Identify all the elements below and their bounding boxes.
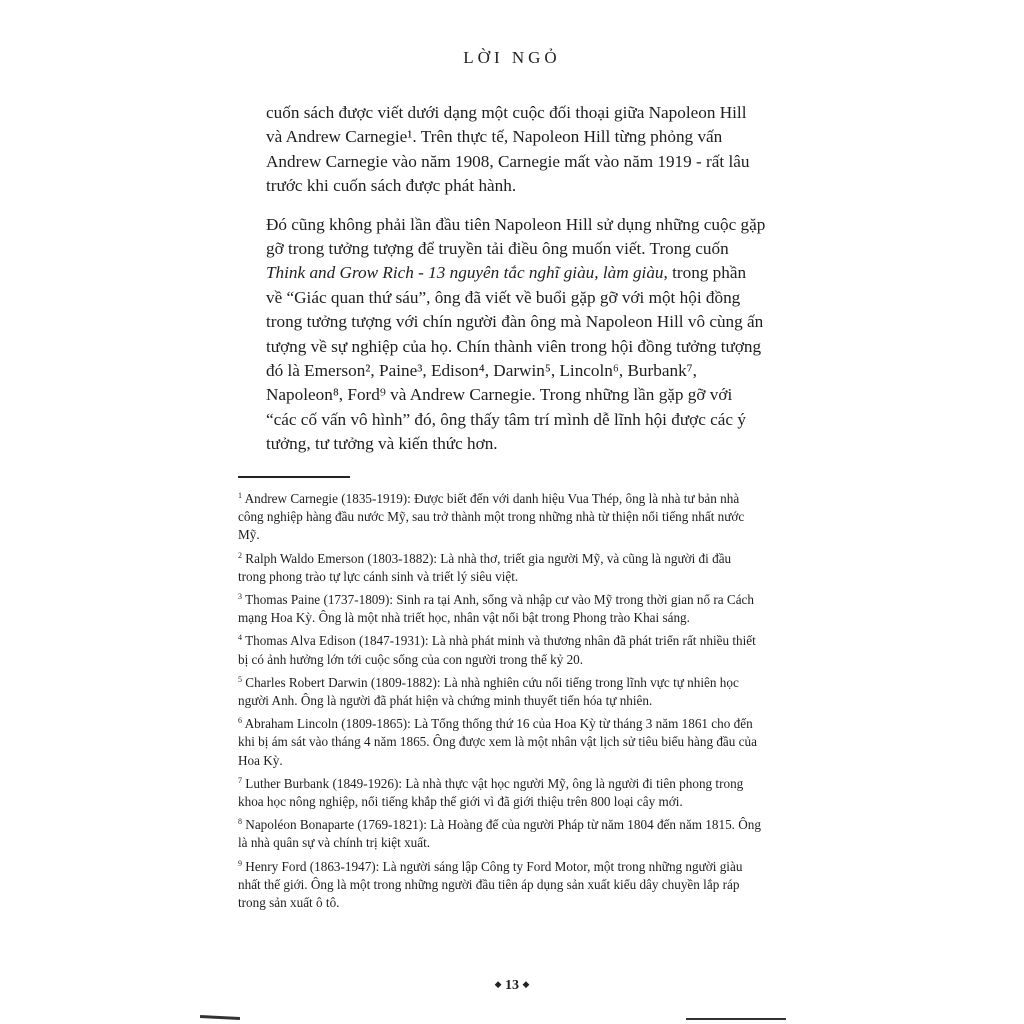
footnote-number: 1	[238, 491, 242, 500]
diamond-ornament-icon: ◆	[522, 979, 530, 989]
footnote	[238, 632, 762, 668]
footnote	[238, 591, 762, 627]
footnote	[238, 674, 762, 710]
footnote-number: 8	[238, 817, 242, 827]
footnote-text: Napoléon Bonaparte (1769-1821): Là Hoàng đế của người Pháp từ năm 1804 đến năm 1815. Ông là nhà quân sự và chính trị kiệt xuất.	[238, 817, 761, 851]
footnote-text: Luther Burbank (1849-1926): Là nhà thực vật học người Mỹ, ông là người đi tiên phong trong khoa học nông nghiệp, nổi tiếng khắp thế giới vì đã giới thiệu trên 800 loại cây mới.	[238, 775, 744, 810]
diamond-ornament-icon: ◆	[494, 979, 502, 989]
footnote-text: Andrew Carnegie (1835-1919): Được biết đến với danh hiệu Vua Thép, ông là nhà tư bản nhà công nghiệp hàng đầu nước Mỹ, sau trở thành một trong những nhà từ thiện nổi tiếng nhất nước Mỹ.	[238, 491, 745, 543]
footnote-text: Thomas Alva Edison (1847-1931): Là nhà phát minh và thương nhân đã phát triển rất nhiều thiết bị có ảnh hưởng lớn tới cuộc sống của con người trong thế kỷ 20.	[238, 633, 756, 667]
footnote-separator	[238, 476, 350, 478]
footnote	[238, 816, 762, 852]
paragraph-2	[266, 213, 766, 457]
book-title-italic: Think and Grow Rich - 13 nguyên tắc nghĩ giàu, làm giàu,	[266, 263, 668, 283]
footnote	[238, 858, 762, 913]
footnote-text: Henry Ford (1863-1947): Là người sáng lập Công ty Ford Motor, một trong những người giàu nhất thế giới. Ông là một trong những người đầu tiên áp dụng sản xuất kiểu dây chuyền lắp ráp trong sản xuất ô tô.	[238, 858, 743, 911]
footnote	[238, 775, 762, 811]
footnote	[238, 550, 762, 586]
footnote-text: Thomas Paine (1737-1809): Sinh ra tại Anh, sống và nhập cư vào Mỹ trong thời gian nổ ra Cách mạng Hoa Kỳ. Ông là một nhà triết học, nhân vật nổi bật trong Phong trào Khai sáng.	[238, 592, 754, 626]
footnote-text: Ralph Waldo Emerson (1803-1882): Là nhà thơ, triết gia người Mỹ, và cũng là người đi đầu trong phong trào tự lực cánh sinh và triết lý siêu việt.	[238, 550, 732, 584]
paragraph-2-part-a: Đó cũng không phải lần đầu tiên Napoleon Hill sử dụng những cuộc gặp gỡ trong tưởng tượng để truyền tải điều ông muốn viết. Trong cuốn	[266, 214, 766, 259]
footnote-number: 3	[238, 592, 242, 602]
footnote-text: Abraham Lincoln (1809-1865): Là Tổng thống thứ 16 của Hoa Kỳ từ tháng 3 năm 1861 cho đến khi bị ám sát vào tháng 4 năm 1865. Ông được xem là một nhân vật lịch sử tiêu biểu hàng đầu của Hoa Kỳ.	[238, 716, 757, 768]
footnote-number: 4	[238, 633, 242, 643]
paragraph-2-part-b: trong phần về “Giác quan thứ sáu”, ông đã viết về buổi gặp gỡ với một hội đồng trong tưởng tượng với chín người đàn ông mà Napoleon Hill vô cùng ấn tượng về sự nghiệp của họ. Chín thành viên trong hội đồng tưởng tượng đó là Emerson², Paine³, Edison⁴, Darwin⁵, Lincoln⁶, Burbank⁷, Napoleon⁸, Ford⁹ và Andrew Carnegie. Trong những lần gặp gỡ với “các cố vấn vô hình” đó, ông thấy tâm trí mình dễ lĩnh hội được các ý tưởng, tư tưởng và kiến thức hơn.	[266, 263, 764, 454]
footnote	[238, 715, 762, 770]
footnote-text: Charles Robert Darwin (1809-1882): Là nhà nghiên cứu nổi tiếng trong lĩnh vực tự nhiên học người Anh. Ông là người đã phát hiện và chứng minh thuyết tiến hóa tự nhiên.	[238, 674, 739, 709]
footnote-number: 6	[238, 716, 242, 726]
running-header: LỜI NGỎ	[463, 48, 561, 67]
footnotes	[238, 490, 762, 917]
scan-edge-mark	[200, 1015, 240, 1020]
footnote-number: 2	[238, 550, 242, 560]
footnote-number: 7	[238, 775, 242, 785]
page-number-value: 13	[505, 978, 519, 993]
footnote	[238, 490, 762, 545]
scan-edge-mark	[686, 1018, 786, 1020]
paragraph-1: cuốn sách được viết dưới dạng một cuộc đối thoại giữa Napoleon Hill và Andrew Carnegie¹. Trên thực tế, Napoleon Hill từng phỏng vấn Andrew Carnegie vào năm 1908, Carnegie mất vào năm 1919 - rất lâu trước khi cuốn sách được phát hành.	[266, 103, 750, 196]
footnote-number: 9	[238, 858, 242, 868]
page-number	[0, 978, 1024, 994]
footnote-number: 5	[238, 674, 242, 684]
main-text	[266, 101, 766, 457]
